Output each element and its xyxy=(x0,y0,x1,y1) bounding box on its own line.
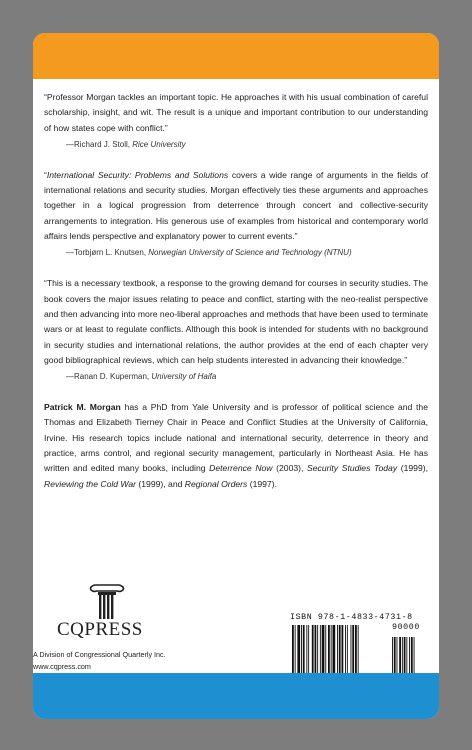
isbn-text: ISBN 978-1-4833-4731-8 xyxy=(290,613,413,622)
quote-author: —Richard J. Stoll, xyxy=(66,139,133,149)
book-back-cover xyxy=(33,33,439,719)
cover-content xyxy=(44,90,428,492)
author-name: Patrick M. Morgan xyxy=(44,402,121,413)
quote-attribution xyxy=(66,139,428,151)
bio-book: Security Studies Today xyxy=(307,463,398,474)
quote-affiliation: University of Haifa xyxy=(151,372,217,382)
quote-author: —Torbjørn L. Knutsen, xyxy=(66,248,149,258)
publisher-division: A Division of Congressional Quarterly Inc. xyxy=(33,650,166,659)
quote-text: “This is a necessary textbook, a response to the growing demand for courses in security studies. The book covers the major issues relating to peace and conflict, starting with the neo-realist perspective and then advancing into more neo-liberal approaches and methods that have been used to terminate wars or at least to regulate conflicts. Although this book is intended for students with no background in security studies and international relations, the author provides at the end of each chapter very good bibliographical reviews, which can help students interested in advancing their knowledge.” xyxy=(44,278,428,365)
price-code: 90000 xyxy=(392,623,420,632)
book-title: International Security: Problems and Solutions xyxy=(46,169,229,180)
publisher-website: www.cqpress.com xyxy=(33,661,91,671)
bio-book: Reviewing the Cold War xyxy=(44,478,137,489)
bio-year: (1999), xyxy=(397,463,428,474)
quote-attribution xyxy=(66,247,428,259)
bio-year: (2003), xyxy=(272,463,308,474)
review-quote-3 xyxy=(44,276,428,383)
publisher-info xyxy=(33,649,166,672)
quote-affiliation: Norwegian University of Science and Technology (NTNU) xyxy=(148,248,352,258)
review-quote-2 xyxy=(44,168,428,259)
quote-affiliation: Rice University xyxy=(132,139,186,149)
bio-book: Regional Orders xyxy=(184,478,248,489)
bio-year: (1999), and xyxy=(136,478,185,489)
bio-text: has a PhD from Yale University and is professor of political science and the Thomas and Elizabeth Tierney Chair in Peace and Conflict Studies at the University of California, Irvine. His research topics include national and international security, deterrence in theory and practice, arms control, and regional security management, particularly in Northeast Asia. He has written and edited many books, including xyxy=(44,402,428,474)
bio-year: (1997). xyxy=(247,478,277,489)
bio-book: Deterrence Now xyxy=(209,463,273,474)
quote-text xyxy=(44,168,428,244)
quote-attribution xyxy=(66,371,428,383)
quote-body: covers a wide range of arguments in the fields of international relations and security studies. Morgan effectively ties these arguments and approaches together in a logical progression from deterrence through concert and collective-security arrangements to integration. His generous use of examples from historical and contemporary world affairs lends perspective and explanatory power to current events.” xyxy=(44,169,428,242)
cq-press-column-logo-icon xyxy=(57,581,157,621)
open-quote: “ xyxy=(44,169,47,180)
author-bio xyxy=(44,400,428,492)
quote-author: —Ranan D. Kuperman, xyxy=(66,372,152,382)
quote-text: “Professor Morgan tackles an important topic. He approaches it with his usual combination of careful scholarship, insight, and wit. The result is a unique and important contribution to our understanding of how states cope with conflict.” xyxy=(44,92,428,133)
orange-top-band xyxy=(33,33,439,79)
blue-bottom-band xyxy=(33,673,439,719)
publisher-logo-text: CQPRESS xyxy=(57,619,143,640)
review-quote-1 xyxy=(44,90,428,151)
